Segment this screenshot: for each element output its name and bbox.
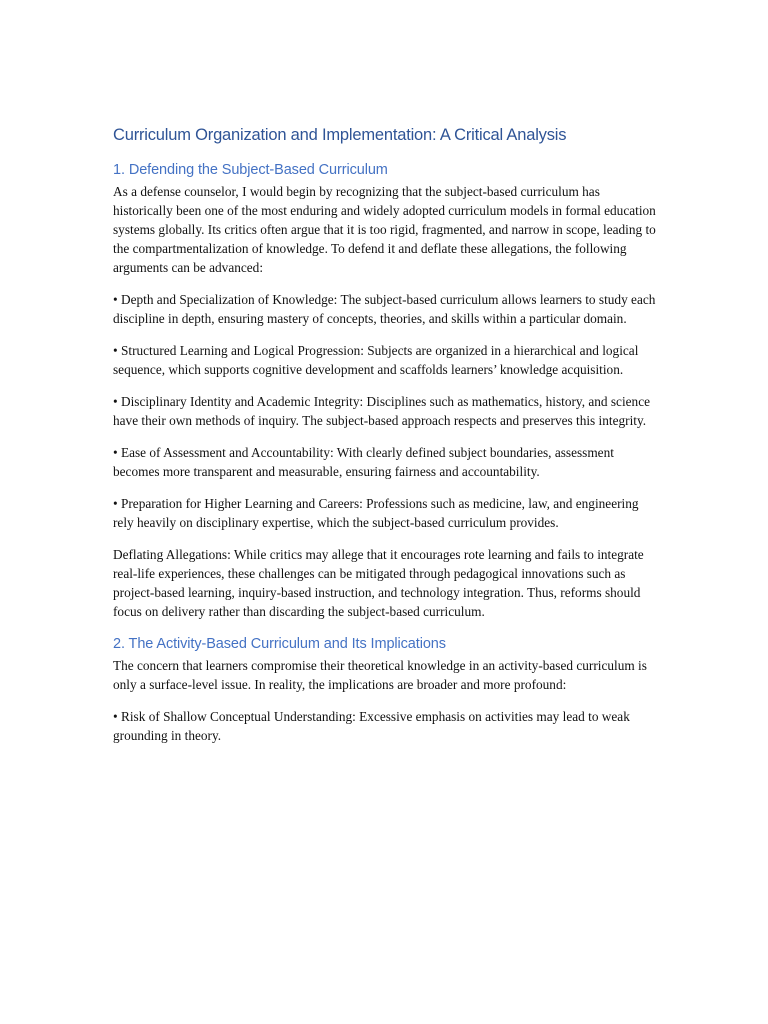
document-title: Curriculum Organization and Implementation: A Critical Analysis <box>113 126 567 144</box>
bullet-paragraph: • Depth and Specialization of Knowledge: The subject-based curriculum allows learners to study each discipline in depth, ensuring mastery of concepts, theories, and skills within a particular domain. <box>113 292 656 326</box>
document-page <box>113 124 661 758</box>
section-heading: 1. Defending the Subject-Based Curriculum <box>113 162 388 178</box>
bullet-paragraph: • Preparation for Higher Learning and Careers: Professions such as medicine, law, and engineering rely heavily on disciplinary expertise, which the subject-based curriculum provides. <box>113 496 639 530</box>
bullet-paragraph: • Ease of Assessment and Accountability: With clearly defined subject boundaries, assessment becomes more transparent and measurable, ensuring fairness and accountability. <box>113 445 614 479</box>
bullet-paragraph: • Disciplinary Identity and Academic Integrity: Disciplines such as mathematics, history, and science have their own methods of inquiry. The subject-based approach respects and preserves this integrity. <box>113 394 650 428</box>
bullet-paragraph: • Risk of Shallow Conceptual Understanding: Excessive emphasis on activities may lead to weak grounding in theory. <box>113 709 630 743</box>
intro-paragraph: The concern that learners compromise their theoretical knowledge in an activity-based curriculum is only a surface-level issue. In reality, the implications are broader and more profound: <box>113 658 647 692</box>
deflating-allegations-paragraph: Deflating Allegations: While critics may allege that it encourages rote learning and fails to integrate real-life experiences, these challenges can be mitigated through pedagogical innovations such as project-based learning, inquiry-based instruction, and technology integration. Thus, reforms should focus on delivery rather than discarding the subject-based curriculum. <box>113 547 644 619</box>
section-heading: 2. The Activity-Based Curriculum and Its Implications <box>113 636 446 652</box>
section-subject-based <box>113 160 661 621</box>
intro-paragraph: As a defense counselor, I would begin by recognizing that the subject-based curriculum has historically been one of the most enduring and widely adopted curriculum models in formal education systems globally. Its critics often argue that it is too rigid, fragmented, and narrow in scope, leading to the compartmentalization of knowledge. To defend it and deflate these allegations, the following arguments can be advanced: <box>113 184 656 275</box>
bullet-paragraph: • Structured Learning and Logical Progression: Subjects are organized in a hierarchical and logical sequence, which supports cognitive development and scaffolds learners’ knowledge acquisition. <box>113 343 639 377</box>
section-activity-based <box>113 634 661 745</box>
